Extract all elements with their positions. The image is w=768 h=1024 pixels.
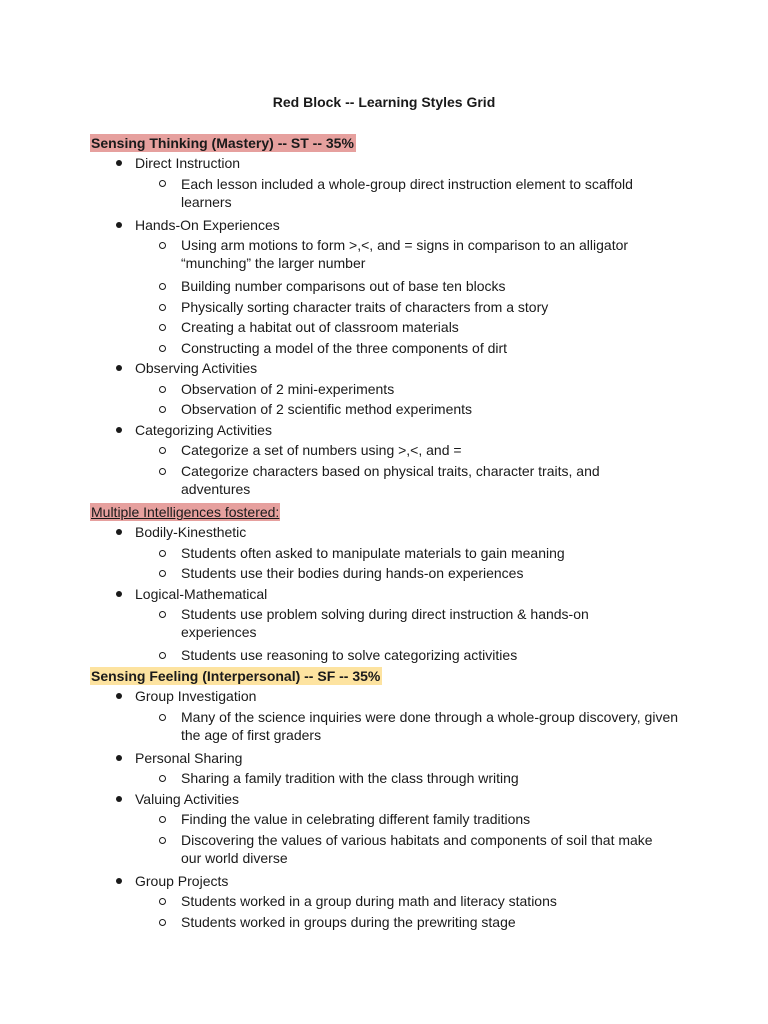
sub-list-item: Many of the science inquiries were done through a whole-group discovery, given the age of first graders bbox=[181, 709, 679, 743]
sub-bullet-icon bbox=[159, 652, 166, 659]
sub-bullet-icon bbox=[159, 447, 166, 454]
sub-list-item: Students use reasoning to solve categorizing activities bbox=[181, 647, 518, 663]
sub-bullet-icon bbox=[159, 816, 166, 823]
list-item: Direct Instruction bbox=[135, 155, 241, 171]
sub-bullet-icon bbox=[159, 919, 166, 926]
bullet-icon bbox=[116, 427, 122, 433]
list-item: Hands-On Experiences bbox=[135, 217, 280, 233]
section-heading-mi: Multiple Intelligences fostered: bbox=[91, 504, 280, 520]
list-item: Group Investigation bbox=[135, 688, 257, 704]
sub-list-item: Finding the value in celebrating different family traditions bbox=[181, 811, 531, 827]
sub-bullet-icon bbox=[159, 180, 166, 187]
sub-bullet-icon bbox=[159, 775, 166, 782]
list-item: Observing Activities bbox=[135, 360, 258, 376]
sub-list-item: Students use their bodies during hands-on experiences bbox=[181, 565, 524, 581]
bullet-icon bbox=[116, 755, 122, 761]
sub-list-item: Students worked in groups during the prewriting stage bbox=[181, 914, 516, 930]
sub-bullet-icon bbox=[159, 345, 166, 352]
list-item: Categorizing Activities bbox=[135, 422, 272, 438]
list-item: Bodily-Kinesthetic bbox=[135, 524, 247, 540]
bullet-icon bbox=[116, 591, 122, 597]
sub-list-item: Using arm motions to form >,<, and = signs in comparison to an alligator “munching” the larger number bbox=[181, 237, 629, 271]
sub-bullet-icon bbox=[159, 837, 166, 844]
sub-list-item: Observation of 2 mini-experiments bbox=[181, 381, 395, 397]
sub-list-item: Students often asked to manipulate materials to gain meaning bbox=[181, 545, 565, 561]
sub-list-item: Constructing a model of the three components of dirt bbox=[181, 340, 508, 356]
sub-list-item: Categorize characters based on physical traits, character traits, and adventures bbox=[181, 463, 600, 497]
sub-bullet-icon bbox=[159, 386, 166, 393]
list-item: Group Projects bbox=[135, 873, 229, 889]
sub-bullet-icon bbox=[159, 898, 166, 905]
sub-bullet-icon bbox=[159, 611, 166, 618]
sub-list-item: Discovering the values of various habitats and components of soil that make our world diverse bbox=[181, 832, 653, 866]
sub-list-item: Students worked in a group during math and literacy stations bbox=[181, 893, 557, 909]
sub-bullet-icon bbox=[159, 324, 166, 331]
sub-list-item: Creating a habitat out of classroom materials bbox=[181, 319, 459, 335]
bullet-icon bbox=[116, 222, 122, 228]
document-title: Red Block -- Learning Styles Grid bbox=[272, 94, 496, 110]
bullet-icon bbox=[116, 693, 122, 699]
sub-bullet-icon bbox=[159, 242, 166, 249]
list-item: Valuing Activities bbox=[135, 791, 240, 807]
sub-bullet-icon bbox=[159, 304, 166, 311]
sub-list-item: Sharing a family tradition with the class through writing bbox=[181, 770, 519, 786]
bullet-icon bbox=[116, 365, 122, 371]
sub-bullet-icon bbox=[159, 468, 166, 475]
sub-list-item: Observation of 2 scientific method experiments bbox=[181, 401, 473, 417]
list-item: Personal Sharing bbox=[135, 750, 243, 766]
sub-list-item: Each lesson included a whole-group direct instruction element to scaffold learners bbox=[181, 176, 633, 210]
sub-bullet-icon bbox=[159, 550, 166, 557]
bullet-icon bbox=[116, 160, 122, 166]
section-heading-sf: Sensing Feeling (Interpersonal) -- SF -- 35% bbox=[91, 668, 381, 684]
list-item: Logical-Mathematical bbox=[135, 586, 268, 602]
sub-bullet-icon bbox=[159, 283, 166, 290]
sub-bullet-icon bbox=[159, 406, 166, 413]
sub-list-item: Students use problem solving during direct instruction & hands-on experiences bbox=[181, 606, 589, 640]
bullet-icon bbox=[116, 878, 122, 884]
section-heading-st: Sensing Thinking (Mastery) -- ST -- 35% bbox=[91, 135, 354, 151]
sub-list-item: Building number comparisons out of base ten blocks bbox=[181, 278, 506, 294]
bullet-icon bbox=[116, 796, 122, 802]
sub-list-item: Physically sorting character traits of characters from a story bbox=[181, 299, 549, 315]
sub-list-item: Categorize a set of numbers using >,<, and = bbox=[181, 442, 462, 458]
sub-bullet-icon bbox=[159, 570, 166, 577]
bullet-icon bbox=[116, 529, 122, 535]
sub-bullet-icon bbox=[159, 714, 166, 721]
